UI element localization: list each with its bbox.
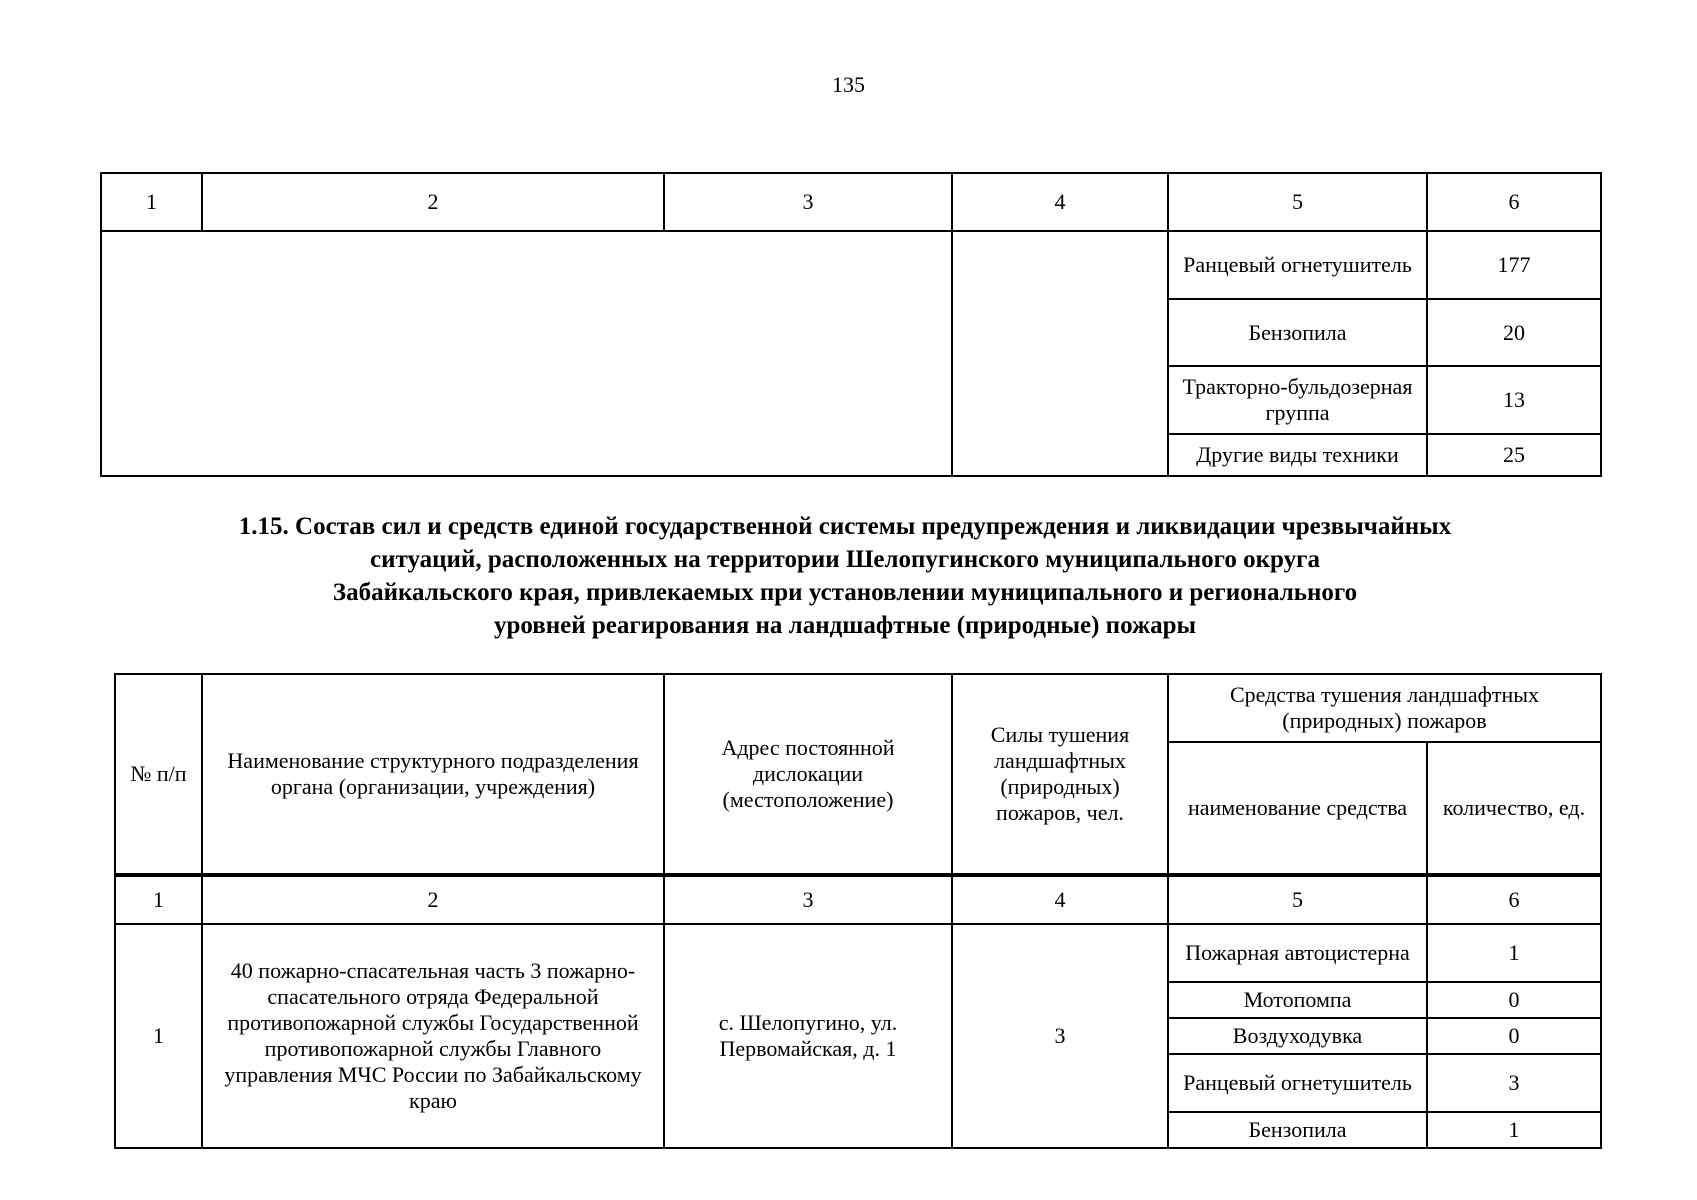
means-name: Бензопила [1168, 299, 1427, 366]
entry-num: 1 [115, 924, 202, 1148]
means-qty: 0 [1427, 982, 1601, 1018]
means-qty: 1 [1427, 1112, 1601, 1148]
header-means-qty: количество, ед. [1427, 742, 1601, 874]
means-name: Ранцевый огнетушитель [1168, 1054, 1427, 1112]
continued-table [100, 172, 1602, 477]
header-forces: Силы тушения ландшафтных (природных) пожаров, чел. [952, 674, 1168, 874]
column-number: 5 [1168, 876, 1427, 924]
section-title-line: Забайкальского края, привлекаемых при установлении муниципального и регионального [332, 579, 1358, 606]
means-name: Пожарная автоцистерна [1168, 924, 1427, 982]
means-name: Бензопила [1168, 1112, 1427, 1148]
column-number: 3 [664, 173, 952, 231]
header-unit: Наименование структурного подразделения органа (организации, учреждения) [202, 674, 664, 874]
header-means-group: Средства тушения ландшафтных (природных) пожаров [1168, 674, 1601, 742]
entry-forces: 3 [952, 924, 1168, 1148]
means-name: Воздуходувка [1168, 1018, 1427, 1054]
data-table [114, 875, 1602, 1149]
page-number: 135 [832, 72, 865, 97]
column-number: 6 [1427, 173, 1601, 231]
means-qty: 3 [1427, 1054, 1601, 1112]
means-qty: 13 [1427, 366, 1601, 434]
column-number-row [115, 876, 1601, 924]
column-number: 2 [202, 876, 664, 924]
section-title [100, 510, 1590, 642]
means-qty: 177 [1427, 231, 1601, 299]
column-number: 5 [1168, 173, 1427, 231]
entry-address: с. Шелопугино, ул. Первомайская, д. 1 [664, 924, 952, 1148]
table-row [101, 231, 1601, 299]
means-name: Другие виды техники [1168, 434, 1427, 476]
means-qty: 25 [1427, 434, 1601, 476]
means-name: Ранцевый огнетушитель [1168, 231, 1427, 299]
column-number: 1 [101, 173, 202, 231]
entry-unit: 40 пожарно-спасательная часть 3 пожарно-спасательного отряда Федеральной противопожарной службы Государственной противопожарной службы Главного управления МЧС России по Забайкальскому краю [202, 924, 664, 1148]
empty-cell [952, 231, 1168, 476]
header-table [114, 673, 1602, 875]
header-num: № п/п [115, 674, 202, 874]
header-address: Адрес постоянной дислокации (местоположение) [664, 674, 952, 874]
header-row [115, 674, 1601, 742]
column-number: 1 [115, 876, 202, 924]
column-number: 3 [664, 876, 952, 924]
empty-cell [101, 231, 952, 476]
column-number-row [101, 173, 1601, 231]
means-qty: 0 [1427, 1018, 1601, 1054]
means-name: Мотопомпа [1168, 982, 1427, 1018]
column-number: 4 [952, 173, 1168, 231]
header-means-name: наименование средства [1168, 742, 1427, 874]
table-row [115, 924, 1601, 982]
section-title-line: 1.15. Состав сил и средств единой государственной системы предупреждения и ликвидации чрезвычайных [238, 513, 1452, 540]
section-title-line: ситуаций, расположенных на территории Шелопугинского муниципального округа [370, 546, 1320, 573]
means-qty: 1 [1427, 924, 1601, 982]
column-number: 4 [952, 876, 1168, 924]
column-number: 6 [1427, 876, 1601, 924]
means-qty: 20 [1427, 299, 1601, 366]
section-title-line: уровней реагирования на ландшафтные (природные) пожары [493, 612, 1197, 639]
means-name: Тракторно-бульдозерная группа [1168, 366, 1427, 434]
column-number: 2 [202, 173, 664, 231]
